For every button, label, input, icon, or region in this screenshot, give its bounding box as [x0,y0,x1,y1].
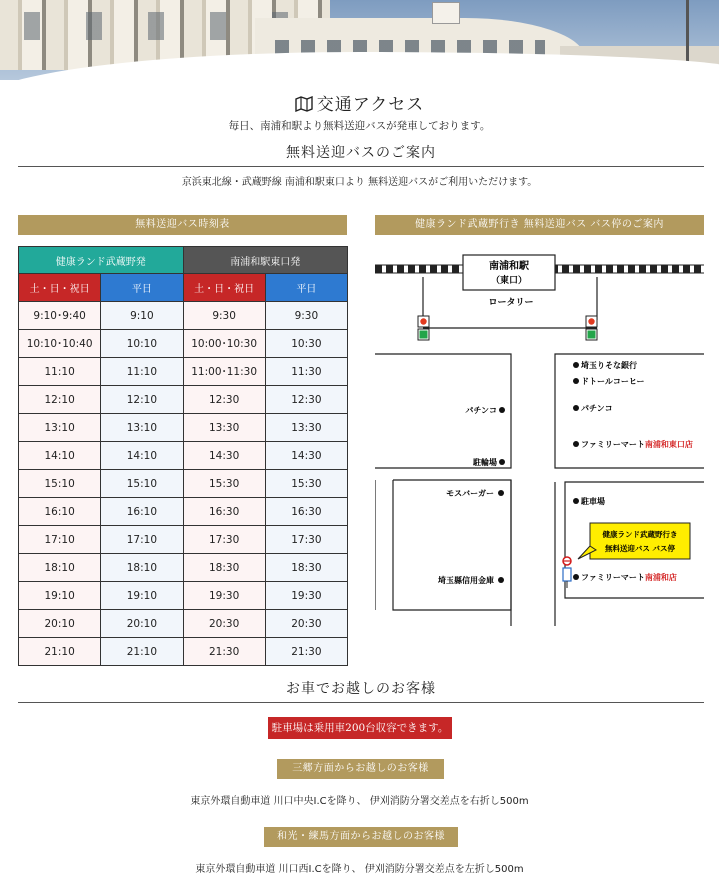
table-row [19,330,348,358]
timetable-label: 無料送迎バス時刻表 [18,215,347,235]
page-title: 交通アクセス [0,90,719,117]
map-place-risona-bank: 埼玉りそな銀行 [581,361,637,370]
map-place-mos-burger: モスバーガー [446,489,494,498]
time-cell: 14:30 [265,442,347,470]
time-cell: 17:10 [101,526,183,554]
route-label-misato: 三郷方面からお越しのお客様 [277,759,444,779]
page-subtitle: 毎日、南浦和駅より無料送迎バスが発車しております。 [228,120,491,132]
time-cell: 20:10 [19,610,101,638]
time-cell: 17:30 [183,526,265,554]
map-place-doutor: ドトールコーヒー [581,377,645,386]
time-cell: 20:30 [265,610,347,638]
time-cell: 18:10 [101,554,183,582]
time-cell: 9:10 [101,302,183,330]
time-cell: 15:30 [265,470,347,498]
time-cell: 10:00･10:30 [183,330,265,358]
time-cell: 12:10 [19,386,101,414]
time-cell: 18:30 [265,554,347,582]
time-cell: 16:30 [183,498,265,526]
bus-lines-text: 京浜東北線・武蔵野線 南浦和駅東口より 無料送迎バスがご利用いただけます。 [181,177,538,188]
car-section-heading: お車でお越しのお客様 [18,678,704,703]
table-row [19,302,348,330]
table-row [19,582,348,610]
time-cell: 20:10 [101,610,183,638]
time-cell: 12:30 [265,386,347,414]
time-cell: 12:10 [101,386,183,414]
route-text-misato: 東京外環自動車道 川口中央I.Cを降り、 伊刈消防分署交差点を右折し500m [190,796,529,807]
hero-photo-banner [0,0,719,80]
time-cell: 11:10 [101,358,183,386]
map-place-familymart-minamiurawa: ファミリーマート南浦和店 [581,573,677,582]
bus-stop-callout [578,523,690,559]
table-row [19,498,348,526]
bus-stop-sign-icon [563,557,571,588]
table-row [19,526,348,554]
time-cell: 19:30 [183,582,265,610]
subheader-holiday: 土・日・祝日 [183,274,265,302]
time-cell: 13:10 [101,414,183,442]
subheader-weekday: 平日 [101,274,183,302]
time-cell: 9:30 [265,302,347,330]
time-cell: 16:10 [101,498,183,526]
rotary-label: ロータリー [488,298,534,308]
time-cell: 15:10 [101,470,183,498]
bus-timetable [18,246,348,666]
map-place-pachinko-left: パチンコ [465,406,497,415]
table-row [19,358,348,386]
time-cell: 10:30 [265,330,347,358]
time-cell: 10:10･10:40 [19,330,101,358]
time-cell: 15:30 [183,470,265,498]
time-cell: 17:10 [19,526,101,554]
time-cell: 19:30 [265,582,347,610]
map-place-familymart-higashiguchi: ファミリーマート南浦和東口店 [581,440,693,449]
map-icon [295,96,313,117]
time-cell: 18:10 [19,554,101,582]
table-row [19,442,348,470]
time-cell: 14:10 [19,442,101,470]
table-row [19,554,348,582]
time-cell: 17:30 [265,526,347,554]
time-cell: 16:30 [265,498,347,526]
map-label: 健康ランド武蔵野行き 無料送迎バス バス停のご案内 [375,215,704,235]
route-label-wako-nerima: 和光・練馬方面からお越しのお客様 [264,827,458,847]
time-cell: 9:10･9:40 [19,302,101,330]
subheader-holiday: 土・日・祝日 [19,274,101,302]
station-exit: （東口） [490,276,528,286]
time-cell: 21:10 [101,638,183,666]
table-row [19,638,348,666]
time-cell: 16:10 [19,498,101,526]
time-cell: 19:10 [19,582,101,610]
svg-text:無料送迎バス バス停: 無料送迎バス バス停 [604,544,676,553]
time-cell: 19:10 [101,582,183,610]
time-cell: 13:30 [183,414,265,442]
time-cell: 21:10 [19,638,101,666]
time-cell: 21:30 [183,638,265,666]
time-cell: 9:30 [183,302,265,330]
time-cell: 10:10 [101,330,183,358]
time-cell: 12:30 [183,386,265,414]
time-cell: 20:30 [183,610,265,638]
map-place-bicycle-parking: 駐輪場 [473,458,497,467]
time-cell: 15:10 [19,470,101,498]
subheader-weekday: 平日 [265,274,347,302]
svg-text:健康ランド武蔵野行き: 健康ランド武蔵野行き [602,530,678,539]
time-cell: 13:30 [265,414,347,442]
time-cell: 13:10 [19,414,101,442]
group-header-minami-urawa: 南浦和駅東口発 [183,247,348,274]
map-place-parking: 駐車場 [581,497,605,506]
time-cell: 21:30 [265,638,347,666]
route-text-wako-nerima: 東京外環自動車道 川口西I.Cを降り、 伊刈消防分署交差点を左折し500m [195,864,524,875]
time-cell: 14:30 [183,442,265,470]
parking-capacity-badge: 駐車場は乗用車200台収容できます。 [268,717,452,739]
table-row [19,386,348,414]
group-header-kenko-land: 健康ランド武蔵野発 [19,247,184,274]
map-place-saitama-bank: 埼玉縣信用金庫 [438,576,494,585]
time-cell: 11:30 [265,358,347,386]
station-name: 南浦和駅 [489,261,529,272]
time-cell: 11:10 [19,358,101,386]
table-row [19,414,348,442]
table-row [19,470,348,498]
bus-section-heading: 無料送迎バスのご案内 [18,142,704,167]
time-cell: 18:30 [183,554,265,582]
time-cell: 11:00･11:30 [183,358,265,386]
table-row [19,610,348,638]
time-cell: 14:10 [101,442,183,470]
map-place-pachinko-right: パチンコ [581,404,613,413]
bus-stop-map [375,250,704,630]
